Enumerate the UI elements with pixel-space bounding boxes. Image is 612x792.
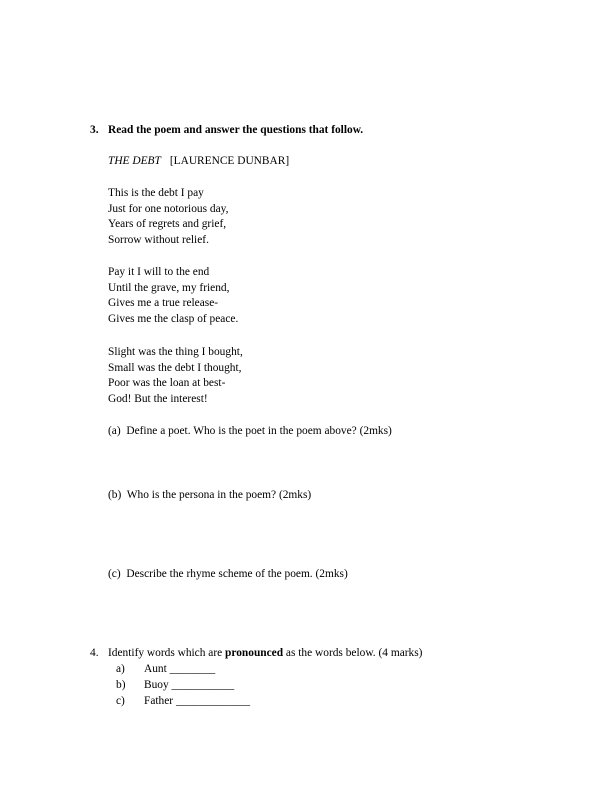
question-4-instruction-end: as the words below. (4 marks)	[283, 647, 423, 659]
question-4-item-b	[116, 679, 234, 691]
question-4-number: 4.	[90, 647, 99, 659]
question-4-instruction	[108, 647, 422, 659]
poem-line: Pay it I will to the end	[108, 266, 210, 278]
item-word: Father	[144, 695, 174, 707]
question-3-instruction: Read the poem and answer the questions that follow.	[108, 124, 364, 136]
poem-line: Just for one notorious day,	[108, 202, 229, 215]
question-3a-label: (a)	[108, 425, 121, 437]
item-word: Buoy	[144, 679, 169, 691]
stanza-1	[108, 186, 228, 248]
answer-blank[interactable]: ___________	[171, 679, 235, 691]
question-4-item-c	[116, 695, 250, 707]
poem-line: Gives me the clasp of peace.	[108, 312, 239, 325]
answer-blank[interactable]: _____________	[175, 695, 251, 707]
question-3b-text: Who is the persona in the poem? (2mks)	[126, 489, 312, 501]
question-4-item-a	[116, 663, 215, 675]
item-label: b)	[116, 679, 126, 691]
poem-line: Slight was the thing I bought,	[108, 346, 243, 358]
poem-line: Sorrow without relief.	[108, 233, 209, 246]
question-3b	[108, 489, 311, 501]
question-4-instruction-start: Identify words which are	[108, 647, 226, 659]
poem-title-line	[108, 155, 289, 167]
question-3b-label: (b)	[108, 489, 122, 501]
answer-blank[interactable]: ________	[169, 663, 216, 675]
poem-title: THE DEBT	[108, 155, 161, 167]
question-3c-text: Describe the rhyme scheme of the poem. (2mks)	[126, 568, 348, 580]
poem-line: Until the grave, my friend,	[108, 281, 230, 294]
item-label: a)	[116, 663, 125, 675]
question-3a	[108, 425, 392, 437]
stanza-3	[108, 345, 243, 407]
item-word: Aunt	[144, 663, 167, 675]
question-3-number: 3.	[90, 124, 99, 136]
item-label: c)	[116, 695, 125, 707]
poem-line: Years of regrets and grief,	[108, 218, 227, 231]
poem-line: This is the debt I pay	[108, 187, 204, 199]
question-3c-label: (c)	[108, 568, 121, 580]
poem-line: Small was the debt I thought,	[108, 361, 242, 374]
question-3c	[108, 568, 348, 580]
poem-line: Poor was the loan at best-	[108, 377, 226, 390]
stanza-2	[108, 265, 238, 327]
question-4-instruction-bold: pronounced	[225, 647, 284, 659]
question-3a-text: Define a poet. Who is the poet in the poem above? (2mks)	[126, 425, 392, 437]
poem-author: [LAURENCE DUNBAR]	[169, 155, 290, 167]
poem-line: God! But the interest!	[108, 392, 208, 405]
poem-line: Gives me a true release-	[108, 297, 219, 310]
